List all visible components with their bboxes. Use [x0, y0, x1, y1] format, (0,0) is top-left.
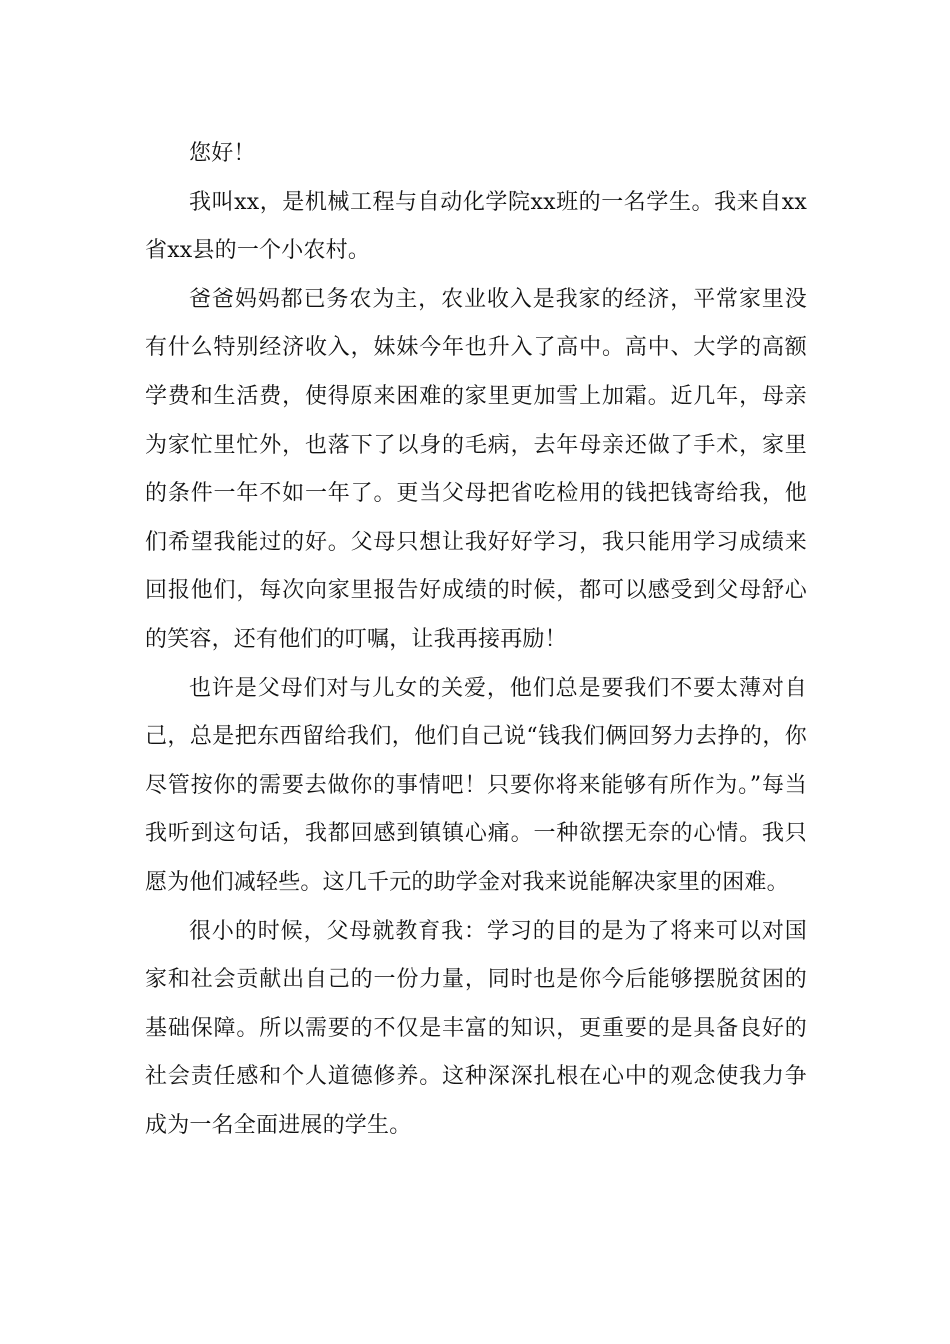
- paragraph-introduction: 我叫xx，是机械工程与自动化学院xx班的一名学生。我来自xx省xx县的一个小农村。: [145, 189, 807, 264]
- greeting: 您好！: [189, 141, 256, 166]
- paragraph-education-values: 很小的时候，父母就教育我：学习的目的是为了将来可以对国家和社会贡献出自己的一份力量，同时也是你今后能够摆脱贫困的基础保障。所以需要的不仅是丰富的知识，更重要的是具备良好的社会责任感和个人道德修养。这种深深扎根在心中的观念使我力争成为一名全面进展的学生。: [145, 918, 807, 1138]
- paragraph-family-situation: 爸爸妈妈都已务农为主，农业收入是我家的经济，平常家里没有什么特别经济收入，妹妹今年也升入了高中。高中、大学的高额学费和生活费，使得原来困难的家里更加雪上加霜。近几年，母亲为家忙里忙外，也落下了以身的毛病，去年母亲还做了手术，家里的条件一年不如一年了。更当父母把省吃检用的钱把钱寄给我，他们希望我能过的好。父母只想让我好好学习，我只能用学习成绩来回报他们，每次向家里报告好成绩的时候，都可以感受到父母舒心的笑容，还有他们的叮嘱，让我再接再励！: [145, 286, 807, 652]
- letter-body: [145, 130, 807, 1150]
- paragraph-parents-care: 也许是父母们对与儿女的关爱，他们总是要我们不要太薄对自己，总是把东西留给我们，他们自己说“钱我们俩回努力去挣的，你尽管按你的需要去做你的事情吧！只要你将来能够有所作为。”每当我听到这句话，我都回感到镇镇心痛。一种欲摆无奈的心情。我只愿为他们减轻些。这几千元的助学金对我来说能解决家里的困难。: [145, 675, 807, 895]
